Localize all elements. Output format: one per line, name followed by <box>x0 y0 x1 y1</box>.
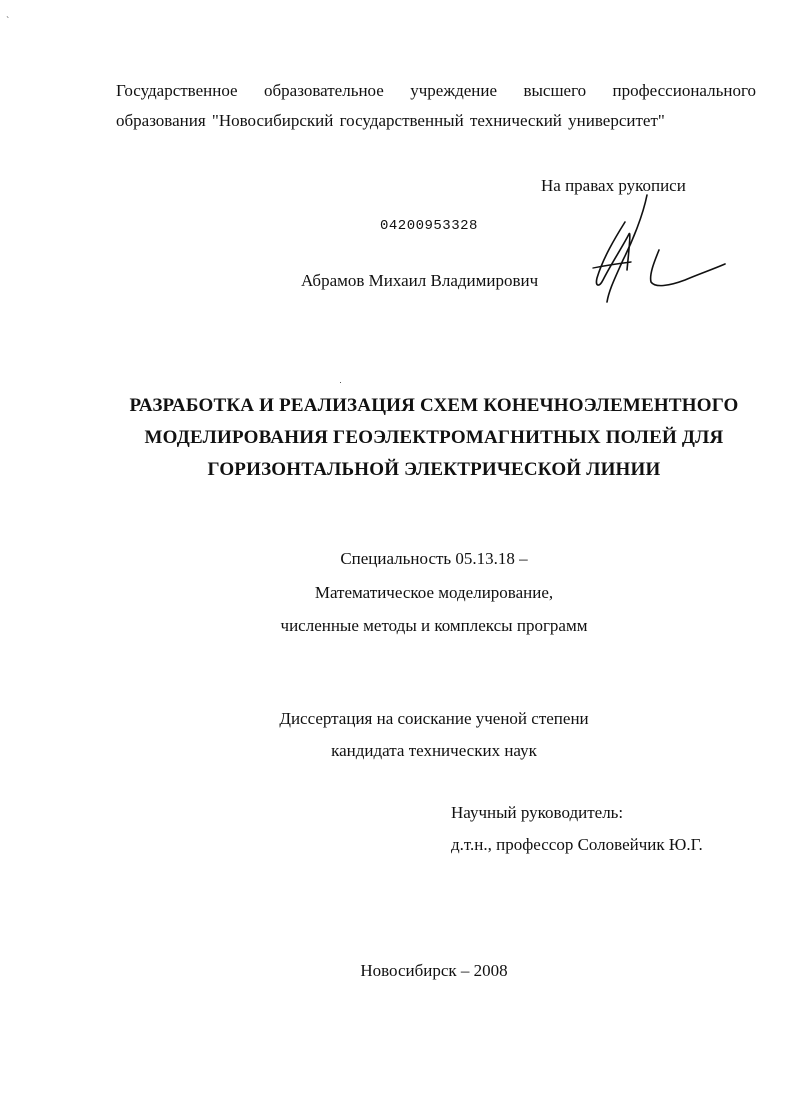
registration-number: 04200953328 <box>380 218 478 234</box>
specialty-line-3: численные методы и комплексы программ <box>280 616 588 635</box>
manuscript-note: На правах рукописи <box>541 176 686 195</box>
title-line-3: ГОРИЗОНТАЛЬНОЙ ЭЛЕКТРИЧЕСКОЙ ЛИНИИ <box>207 459 661 480</box>
title-line-2: МОДЕЛИРОВАНИЯ ГЕОЭЛЕКТРОМАГНИТНЫХ ПОЛЕЙ ДЛЯ <box>144 427 724 448</box>
specialty-line-2: Математическое моделирование, <box>314 583 554 602</box>
speck <box>340 382 341 383</box>
institution-line-2: образования "Новосибирский государственный технический университет" <box>116 111 665 130</box>
specialty-line-1: Специальность 05.13.18 – <box>340 549 528 568</box>
title-line-1: РАЗРАБОТКА И РЕАЛИЗАЦИЯ СХЕМ КОНЕЧНОЭЛЕМЕНТНОГО <box>129 395 739 416</box>
city-year: Новосибирск – 2008 <box>360 961 508 980</box>
scan-mark: ` <box>6 16 10 27</box>
author-name: Абрамов Михаил Владимирович <box>301 271 539 290</box>
institution-line-1: Государственное образовательное учреждение высшего профессионального <box>116 81 756 100</box>
signature <box>585 190 735 315</box>
supervisor-name: д.т.н., профессор Соловейчик Ю.Г. <box>451 835 703 854</box>
supervisor-label: Научный руководитель: <box>451 803 624 822</box>
degree-line-2: кандидата технических наук <box>331 741 537 760</box>
degree-line-1: Диссертация на соискание ученой степени <box>279 709 589 728</box>
